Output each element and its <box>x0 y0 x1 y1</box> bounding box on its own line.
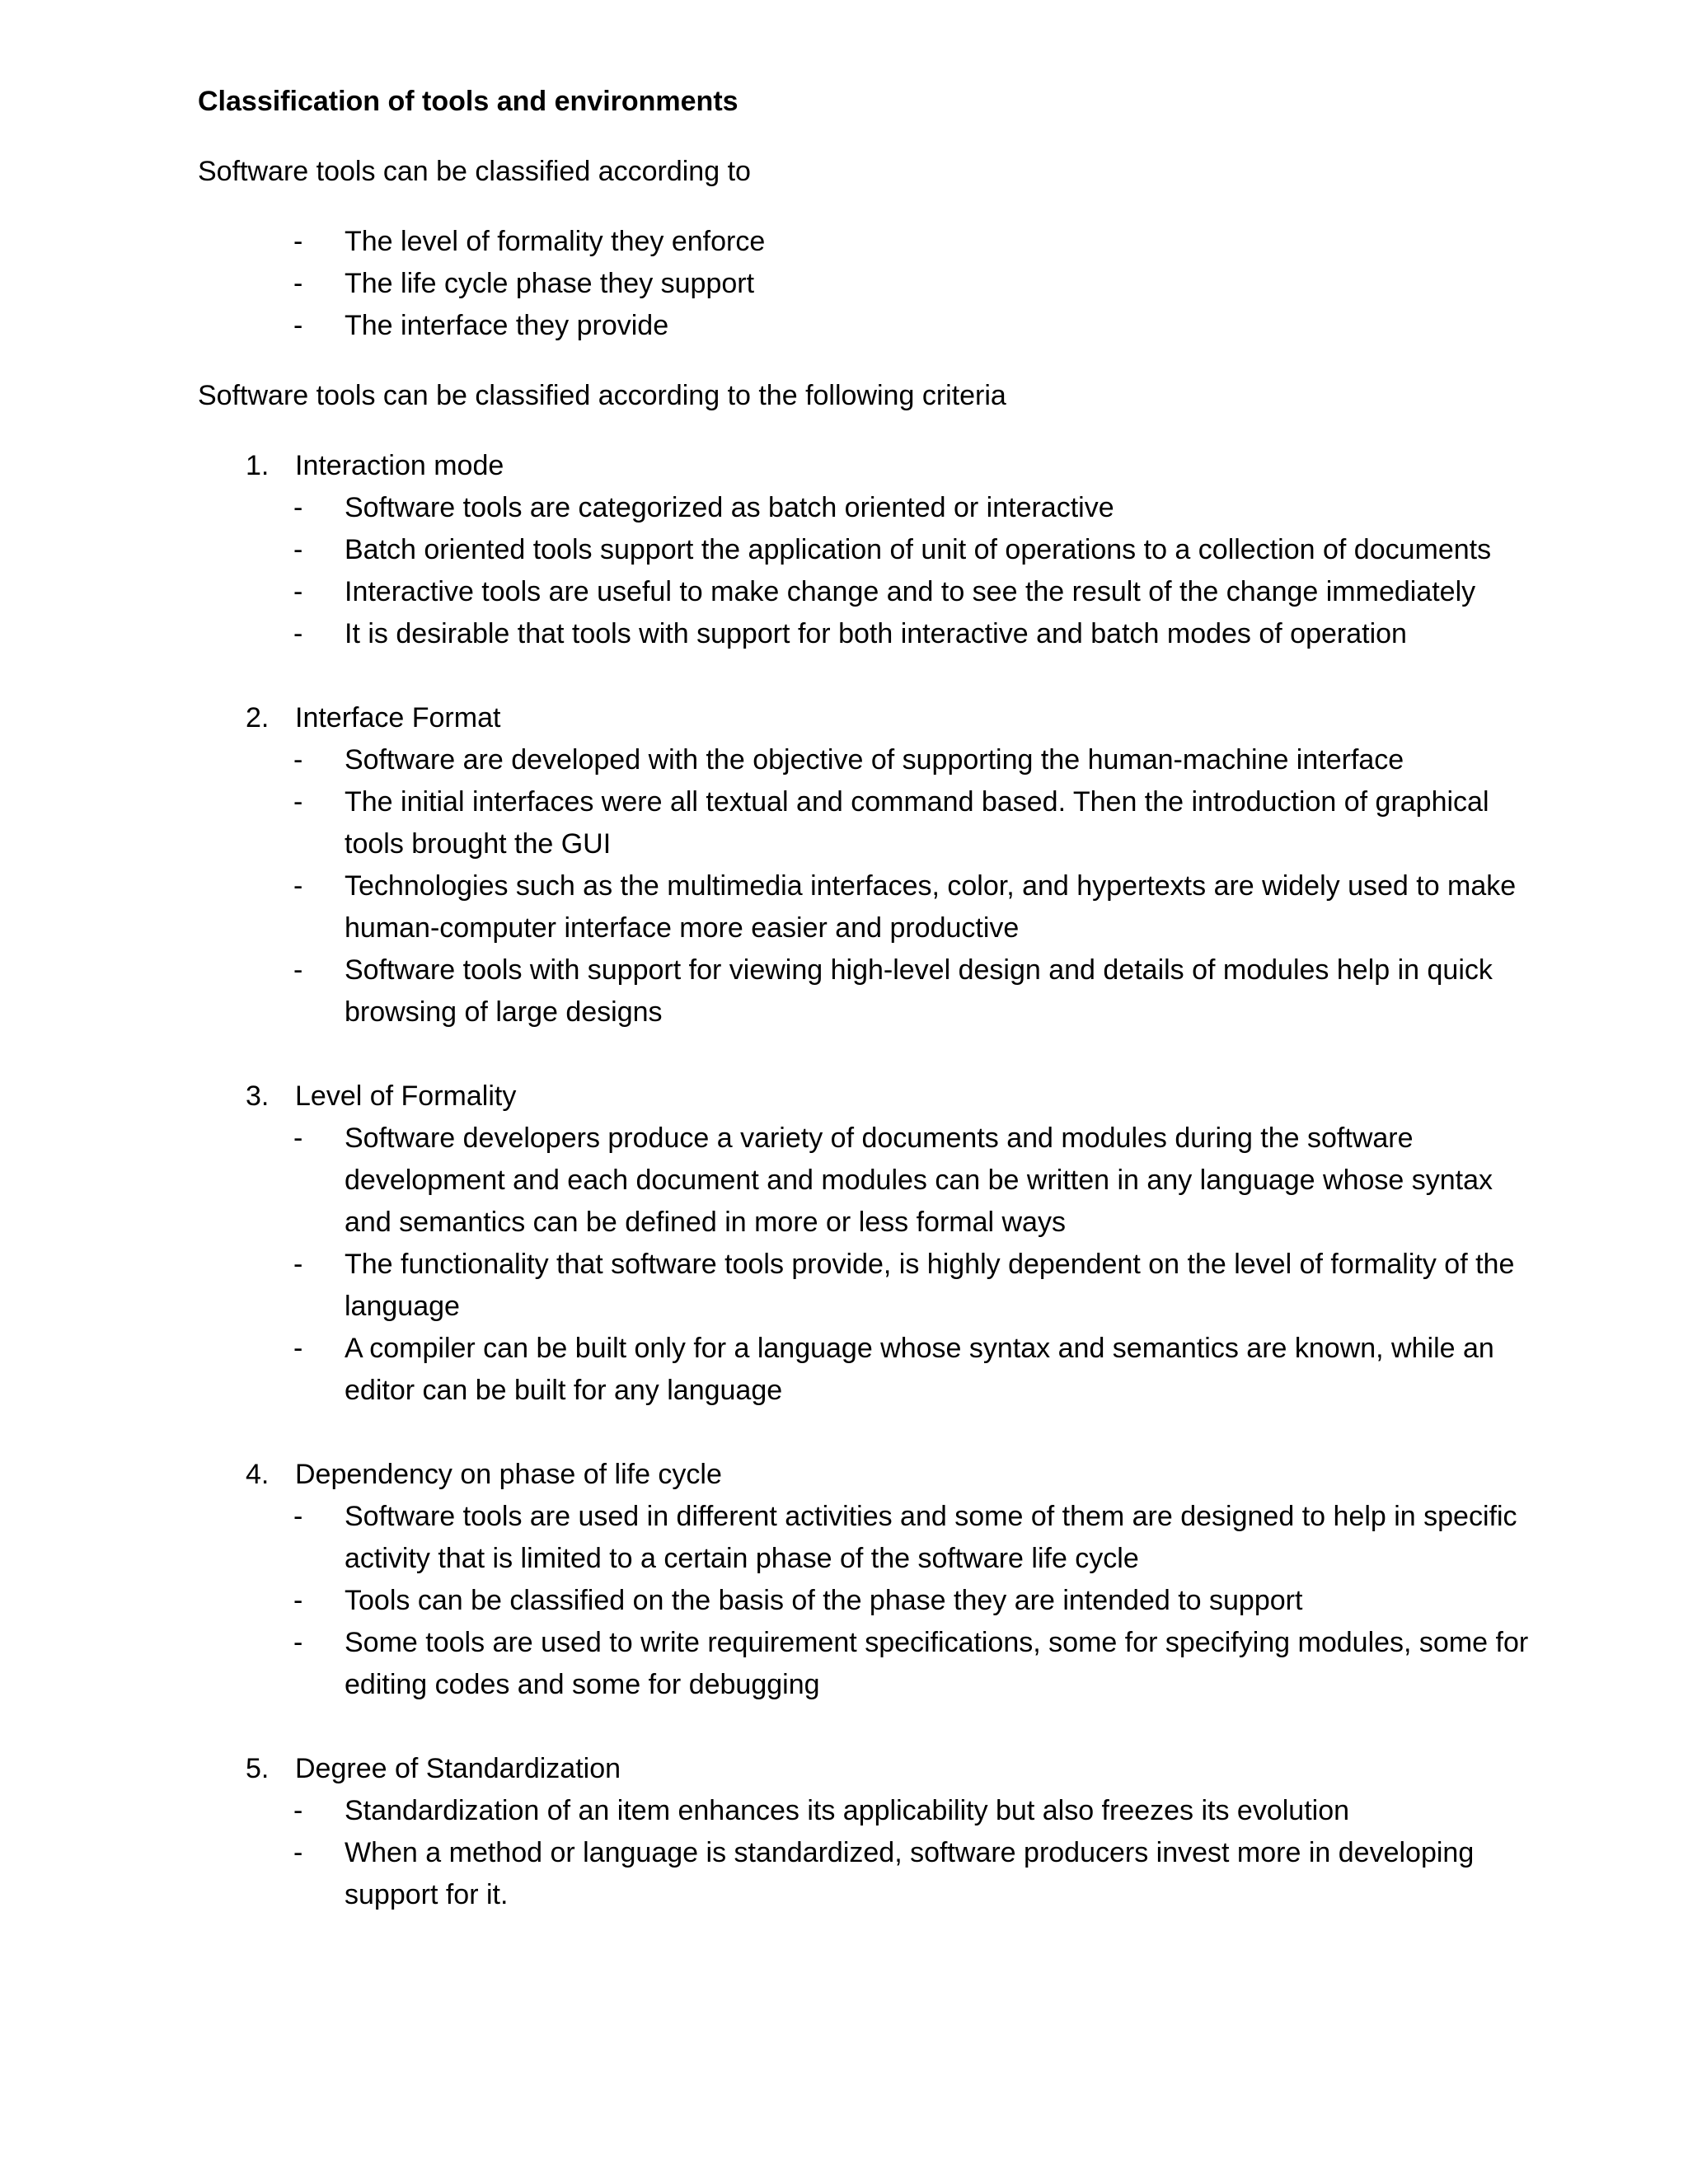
criterion-heading <box>198 697 1540 739</box>
criteria-list <box>198 445 1540 1916</box>
list-item-text: Software developers produce a variety of documents and modules during the software development and each document and modules can be written in any language whose syntax and semantics can be defined in more or less formal ways <box>345 1122 1493 1238</box>
dash-marker: - <box>293 1627 303 1658</box>
list-item-text: The initial interfaces were all textual and command based. Then the introduction of graphical tools brought the GUI <box>345 786 1489 860</box>
dash-marker: - <box>293 954 303 986</box>
dash-marker: - <box>293 492 303 523</box>
list-item <box>198 781 1540 865</box>
criterion-number: 2. <box>246 702 270 733</box>
criterion-heading <box>198 1076 1540 1118</box>
dash-marker: - <box>293 576 303 607</box>
list-item <box>198 865 1540 949</box>
criterion-heading-text: Interaction mode <box>295 450 504 481</box>
criterion-degree-of-standardization <box>198 1748 1540 1916</box>
dash-marker: - <box>293 1837 303 1868</box>
list-item-text: Technologies such as the multimedia interfaces, color, and hypertexts are widely used to make human-computer interface more easier and productive <box>345 870 1517 944</box>
list-item <box>198 613 1540 655</box>
list-item <box>198 1580 1540 1622</box>
criterion-number: 5. <box>246 1753 270 1784</box>
dash-marker: - <box>293 268 303 299</box>
list-item-text: The level of formality they enforce <box>345 226 766 257</box>
list-item-text: Software tools are used in different activities and some of them are designed to help in specific activity that is limited to a certain phase of the software life cycle <box>345 1501 1517 1574</box>
dash-marker: - <box>293 744 303 776</box>
list-item-text: Tools can be classified on the basis of the phase they are intended to support <box>345 1585 1303 1616</box>
criterion-number: 1. <box>246 450 270 481</box>
criterion-dependency-on-phase <box>198 1454 1540 1706</box>
dash-marker: - <box>293 1795 303 1826</box>
list-item-text: It is desirable that tools with support for both interactive and batch modes of operation <box>345 618 1407 649</box>
dash-marker: - <box>293 1249 303 1280</box>
dash-marker: - <box>293 1333 303 1364</box>
intro-paragraph: Software tools can be classified according to <box>198 156 751 187</box>
criterion-heading-text: Interface Format <box>295 702 501 733</box>
criterion-heading-text: Level of Formality <box>295 1080 517 1112</box>
dash-marker: - <box>293 226 303 257</box>
criterion-points <box>198 1790 1540 1916</box>
criterion-points <box>198 739 1540 1033</box>
list-item <box>198 1118 1540 1244</box>
criterion-heading-text: Dependency on phase of life cycle <box>295 1459 722 1490</box>
dash-marker: - <box>293 310 303 341</box>
criterion-points <box>198 487 1540 655</box>
list-item-text: The life cycle phase they support <box>345 268 755 299</box>
criterion-points <box>198 1496 1540 1706</box>
dash-marker: - <box>293 786 303 818</box>
list-item <box>198 949 1540 1033</box>
criterion-number: 3. <box>246 1080 270 1112</box>
dash-marker: - <box>293 1585 303 1616</box>
list-item <box>198 529 1540 571</box>
list-item-text: A compiler can be built only for a language whose syntax and semantics are known, while an editor can be built for any language <box>345 1333 1494 1406</box>
list-item <box>198 739 1540 781</box>
criterion-interaction-mode <box>198 445 1540 655</box>
dash-marker: - <box>293 870 303 902</box>
list-item-text: Standardization of an item enhances its applicability but also freezes its evolution <box>345 1795 1350 1826</box>
list-item <box>198 1496 1540 1580</box>
criterion-heading <box>198 1748 1540 1790</box>
list-item-text: The interface they provide <box>345 310 669 341</box>
dash-marker: - <box>293 534 303 565</box>
list-item <box>198 1790 1540 1832</box>
criterion-number: 4. <box>246 1459 270 1490</box>
list-item <box>198 1622 1540 1706</box>
list-item-text: Software tools with support for viewing high-level design and details of modules help in quick browsing of large designs <box>345 954 1493 1028</box>
list-item-text: Software are developed with the objective of supporting the human-machine interface <box>345 744 1404 776</box>
list-item <box>198 263 1540 305</box>
criterion-heading <box>198 1454 1540 1496</box>
document-title: Classification of tools and environments <box>198 86 738 117</box>
list-item <box>198 1832 1540 1916</box>
dash-marker: - <box>293 1122 303 1154</box>
list-item-text: Software tools are categorized as batch oriented or interactive <box>345 492 1114 523</box>
list-item <box>198 221 1540 263</box>
criterion-heading <box>198 445 1540 487</box>
criterion-interface-format <box>198 697 1540 1033</box>
list-item <box>198 1244 1540 1328</box>
criterion-heading-text: Degree of Standardization <box>295 1753 621 1784</box>
dash-marker: - <box>293 1501 303 1532</box>
list-item-text: Batch oriented tools support the application of unit of operations to a collection of documents <box>345 534 1492 565</box>
list-item-text: The functionality that software tools provide, is highly dependent on the level of formality of the language <box>345 1249 1515 1322</box>
list-item <box>198 487 1540 529</box>
list-item-text: When a method or language is standardized, software producers invest more in developing support for it. <box>345 1837 1475 1910</box>
list-item <box>198 571 1540 613</box>
criterion-level-of-formality <box>198 1076 1540 1412</box>
criteria-intro: Software tools can be classified according to the following criteria <box>198 380 1006 411</box>
list-item-text: Some tools are used to write requirement specifications, some for specifying modules, some for editing codes and some for debugging <box>345 1627 1529 1700</box>
criterion-points <box>198 1118 1540 1412</box>
list-item <box>198 1328 1540 1412</box>
dash-marker: - <box>293 618 303 649</box>
list-item <box>198 305 1540 347</box>
list-item-text: Interactive tools are useful to make change and to see the result of the change immediately <box>345 576 1476 607</box>
intro-list <box>198 221 1540 347</box>
